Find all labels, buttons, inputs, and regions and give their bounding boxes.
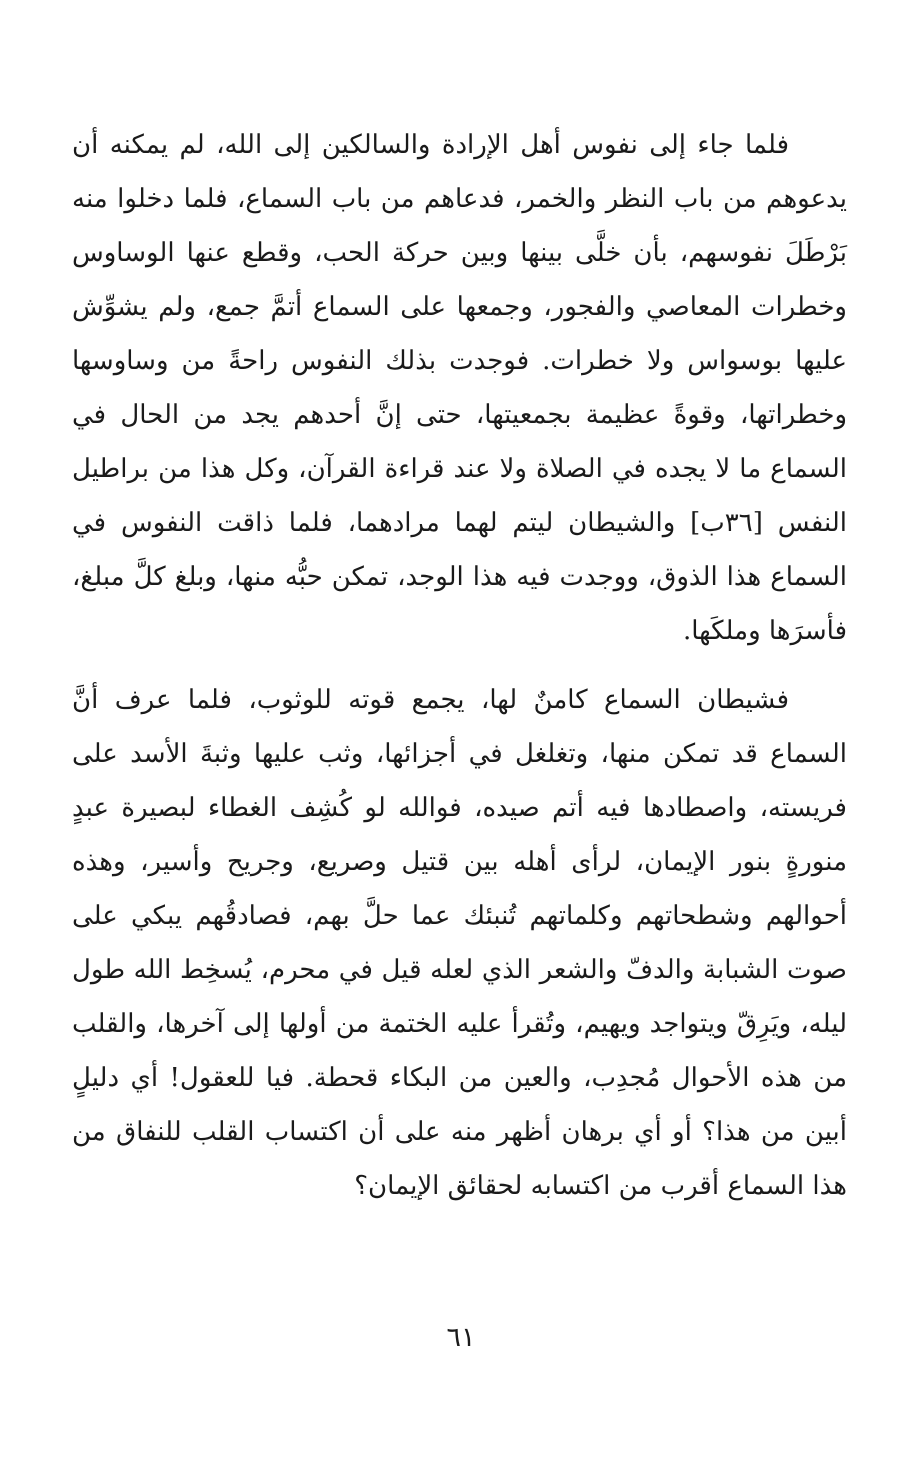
page-body xyxy=(72,118,847,1470)
paragraph-1: فلما جاء إلى نفوس أهل الإرادة والسالكين إلى الله، لم يمكنه أن يدعوهم من باب النظر والخمر، فدعاهم من باب السماع، فلما دخلوا منه بَرْطَلَ نفوسهم، بأن خلَّى بينها وبين حركة الحب، وقطع عنها الوساوس وخطرات المعاصي والفجور، وجمعها على السماع أتمَّ جمع، ولم يشوِّش عليها بوسواس ولا خطرات. فوجدت بذلك النفوس راحةً من وساوسها وخطراتها، وقوةً عظيمة بجمعيتها، حتى إنَّ أحدهم يجد من الحال في السماع ما لا يجده في الصلاة ولا عند قراءة القرآن، وكل هذا من براطيل النفس [٣٦ب] والشيطان ليتم لهما مرادهما، فلما ذاقت النفوس في السماع هذا الذوق، ووجدت فيه هذا الوجد، تمكن حبُّه منها، وبلغ كلَّ مبلغ، فأسرَها وملكَها. xyxy=(72,130,848,646)
paragraph-2: فشيطان السماع كامنٌ لها، يجمع قوته للوثوب، فلما عرف أنَّ السماع قد تمكن منها، وتغلغل في أجزائها، وثب عليها وثبةَ الأسد على فريسته، واصطادها فيه أتم صيده، فوالله لو كُشِف الغطاء لبصيرة عبدٍ منورةٍ بنور الإيمان، لرأى أهله بين قتيل وصريع، وجريح وأسير، وهذه أحوالهم وشطحاتهم وكلماتهم تُنبئك عما حلَّ بهم، فصادقُهم يبكي على صوت الشبابة والدفّ والشعر الذي لعله قيل في محرم، يُسخِط الله طول ليله، ويَرِقّ ويتواجد ويهيم، وتُقرأ عليه الختمة من أولها إلى آخرها، والقلب من هذه الأحوال مُجدِب، والعين من البكاء قحطة. فيا للعقول! أي دليلٍ أبين من هذا؟ أو أي برهان أظهر منه على أن اكتساب القلب للنفاق من هذا السماع أقرب من اكتسابه لحقائق الإيمان؟ xyxy=(72,685,847,1201)
page-number: ٦١ xyxy=(446,1322,476,1353)
